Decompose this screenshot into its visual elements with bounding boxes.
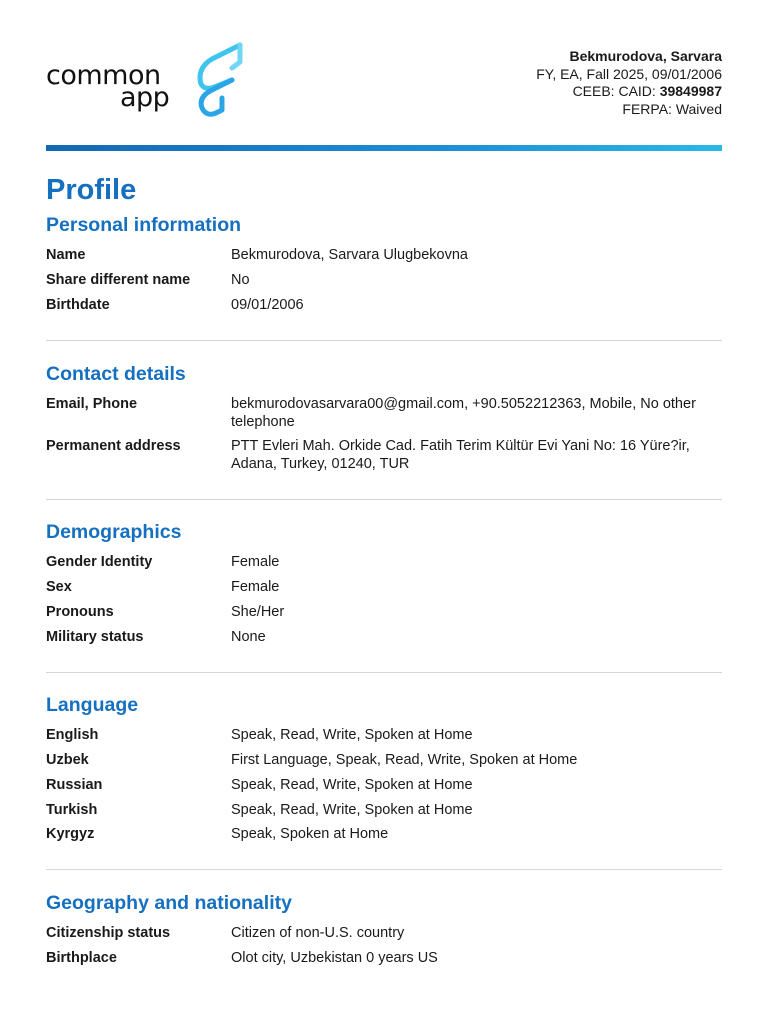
- applicant-header: [536, 48, 722, 118]
- logo-word-app: app: [120, 82, 170, 113]
- application-term: FY, EA, Fall 2025, 09/01/2006: [536, 65, 722, 82]
- field-value: Speak, Spoken at Home: [231, 826, 389, 842]
- section-title-language: Language: [46, 694, 139, 716]
- logo-word-common: common: [46, 60, 161, 91]
- field-label: Military status: [46, 629, 144, 645]
- section-divider: [46, 499, 722, 500]
- field-value: She/Her: [231, 604, 285, 620]
- field-label: Turkish: [46, 802, 98, 818]
- field-label: Gender Identity: [46, 554, 153, 570]
- field-value: Olot city, Uzbekistan 0 years US: [231, 950, 438, 966]
- section-divider: [46, 340, 722, 341]
- field-value: Speak, Read, Write, Spoken at Home: [231, 777, 473, 793]
- caid-number: 39849987: [659, 83, 722, 99]
- section-title-demographics: Demographics: [46, 521, 182, 543]
- field-label: Pronouns: [46, 604, 114, 620]
- field-value: Bekmurodova, Sarvara Ulugbekovna: [231, 247, 468, 263]
- field-label: Share different name: [46, 272, 191, 288]
- field-label: English: [46, 727, 99, 743]
- field-label: Permanent address: [46, 438, 181, 454]
- section-divider: [46, 672, 722, 673]
- section-divider: [46, 869, 722, 870]
- field-label: Kyrgyz: [46, 826, 95, 842]
- field-value: Female: [231, 579, 280, 595]
- ceeb-caid-line: [536, 83, 722, 101]
- common-app-logo: [46, 42, 246, 122]
- page-title: Profile: [46, 174, 137, 206]
- field-value: Speak, Read, Write, Spoken at Home: [231, 802, 473, 818]
- field-value: PTT Evleri Mah. Orkide Cad. Fatih Terim Kültür Evi Yani No: 16 Yüre?ir, Adana, Turkey, 01240, TUR: [231, 438, 690, 472]
- field-label: Email, Phone: [46, 396, 138, 412]
- applicant-name: Bekmurodova, Sarvara: [569, 48, 722, 64]
- field-value: No: [231, 272, 250, 288]
- ceeb-caid-label: CEEB: CAID:: [572, 83, 660, 99]
- field-value: bekmurodovasarvara00@gmail.com, +90.5052212363, Mobile, No other telephone: [231, 396, 696, 430]
- field-value: Citizen of non-U.S. country: [231, 925, 405, 941]
- header-gradient-rule: [46, 145, 722, 151]
- field-label: Uzbek: [46, 752, 89, 768]
- field-value: Female: [231, 554, 280, 570]
- field-label: Citizenship status: [46, 925, 171, 941]
- section-title-personal: Personal information: [46, 214, 242, 236]
- field-label: Birthplace: [46, 950, 117, 966]
- field-label: Name: [46, 247, 86, 263]
- field-value: 09/01/2006: [231, 297, 304, 313]
- section-title-contact: Contact details: [46, 363, 186, 385]
- field-value: First Language, Speak, Read, Write, Spoken at Home: [231, 752, 578, 768]
- field-value: None: [231, 629, 266, 645]
- section-title-geography: Geography and nationality: [46, 892, 292, 914]
- field-label: Russian: [46, 777, 103, 793]
- field-label: Sex: [46, 579, 72, 595]
- common-app-mark-icon: [182, 42, 246, 120]
- field-value: Speak, Read, Write, Spoken at Home: [231, 727, 473, 743]
- field-label: Birthdate: [46, 297, 110, 313]
- ferpa-status: FERPA: Waived: [622, 100, 722, 117]
